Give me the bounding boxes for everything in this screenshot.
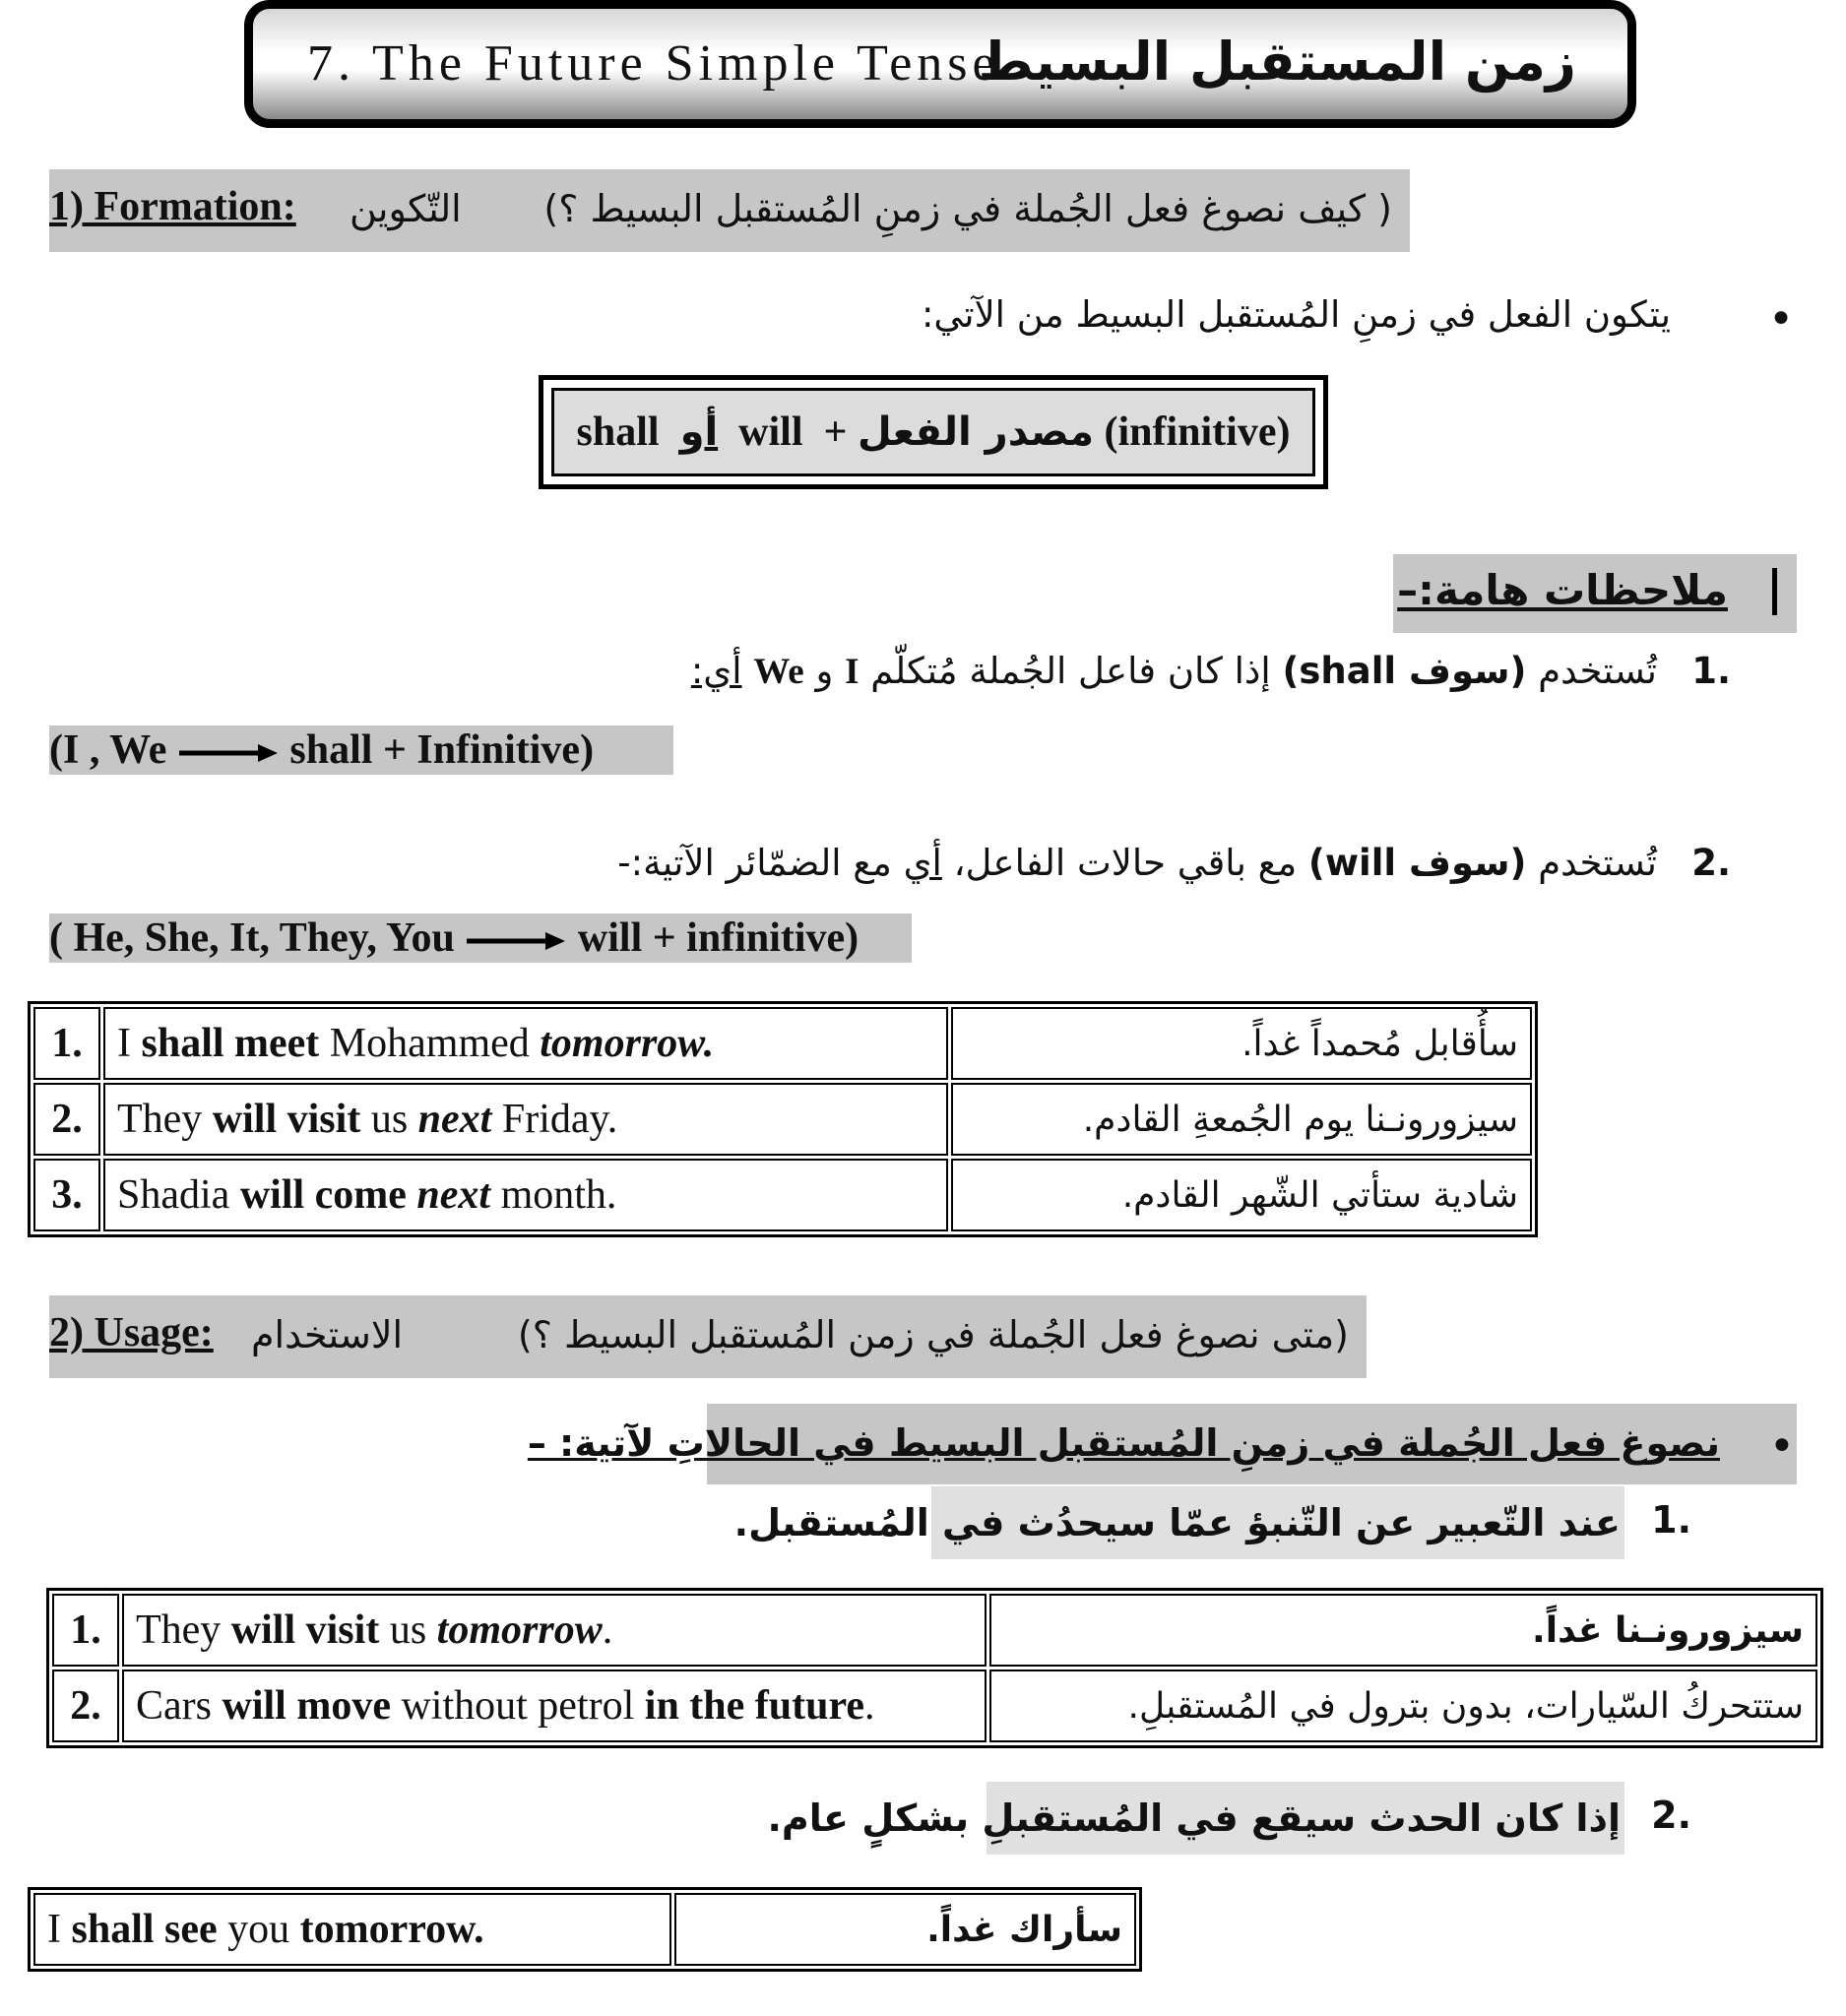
english-sentence: Shadia will come next month.: [103, 1159, 948, 1231]
usage-case-2-number: .2: [1651, 1794, 1691, 1837]
note-2-number: .2: [1691, 842, 1731, 884]
formation-header-bar: [49, 169, 1410, 252]
usage-label: 2) Usage:: [49, 1310, 214, 1355]
formation-bullet-text: يتكون الفعل في زمنِ المُستقبل البسيط من الآتي:: [921, 293, 1671, 336]
rule-2-subjects: ( He, She, It, They, You: [49, 915, 455, 961]
row-number: 1.: [33, 1007, 100, 1080]
table-row: [33, 1007, 1532, 1080]
bullet-icon: ●: [1772, 300, 1791, 333]
note-2-ay: أي: [903, 842, 942, 884]
english-sentence: Cars will move without petrol in the future.: [122, 1670, 987, 1742]
usage-case-1: عند التّعبير عن التّنبؤ عمّا سيحدُث في المُستقبل.: [931, 1486, 1624, 1559]
table-row: [52, 1670, 1817, 1742]
note-1-we: We: [753, 652, 804, 692]
usage-case-1-number: .1: [1651, 1498, 1691, 1542]
rule-1-formula: shall + Infinitive): [289, 727, 595, 773]
note-1-number: .1: [1691, 650, 1731, 692]
examples-table-1: [28, 1001, 1538, 1237]
examples-table-3: [28, 1887, 1142, 1972]
note-2-text-a: تُستخدم: [1538, 842, 1657, 884]
note-1: [691, 650, 1731, 693]
row-number: 1.: [52, 1594, 119, 1667]
formula-infinitive: (infinitive): [1104, 410, 1291, 455]
rule-1-subjects: (I , We: [49, 727, 167, 773]
notes-heading-rule: [1772, 568, 1777, 615]
formula-shall: shall: [576, 410, 660, 455]
usage-case-2: إذا كان الحدث سيقع في المُستقبلِ بشكلٍ عام.: [987, 1782, 1624, 1855]
title-arabic: زمن المستقبل البسيط: [978, 31, 1576, 93]
note-2-text-b: مع باقي حالات الفاعل،: [953, 842, 1298, 884]
rule-2-bar: [49, 914, 912, 963]
row-number: 2.: [33, 1083, 100, 1156]
note-1-shall: (سوف shall): [1282, 650, 1527, 692]
arabic-translation: شادية ستأتي الشّهر القادم.: [951, 1159, 1532, 1231]
formula-box: [539, 375, 1328, 489]
usage-header-bar: [49, 1295, 1367, 1378]
usage-bullet-text: نصوغ فعل الجُملة في زمنِ المُستقبل البسيط في الحالاتِ لآتية: –: [527, 1421, 1720, 1465]
arabic-translation: سيزورونـنا غداً.: [989, 1594, 1817, 1667]
formula-will: will: [738, 410, 803, 455]
formation-arabic-label: التّكوين: [350, 187, 462, 230]
rule-1-bar: [49, 725, 673, 775]
formation-question: ( كيف نصوغ فعل الجُملة في زمنِ المُستقبل البسيط ؟): [543, 187, 1392, 230]
note-2-text-c: مع الضمّائر الآتية:-: [617, 842, 892, 884]
table-row: [52, 1594, 1817, 1667]
arabic-translation: سأراك غداً.: [674, 1893, 1136, 1966]
notes-heading-bar: [1393, 554, 1797, 633]
row-number: 3.: [33, 1159, 100, 1231]
note-1-ay: أي:: [690, 650, 742, 692]
arabic-translation: سيزورونـنا يوم الجُمعةِ القادم.: [951, 1083, 1532, 1156]
arabic-translation: سأُقابل مُحمداً غداً.: [951, 1007, 1532, 1080]
note-2: [617, 842, 1731, 884]
notes-heading: ملاحظات هامة:–: [1397, 566, 1728, 614]
note-1-text-a: تُستخدم: [1538, 650, 1657, 692]
formula-masdar: مصدر الفعل: [857, 410, 1094, 455]
arrow-right-icon: [177, 742, 280, 764]
arrow-right-icon: [465, 930, 567, 952]
table-row: [33, 1893, 1136, 1966]
english-sentence: I shall meet Mohammed tomorrow.: [103, 1007, 948, 1080]
row-number: 2.: [52, 1670, 119, 1742]
examples-table-2: [46, 1588, 1823, 1748]
english-sentence: I shall see you tomorrow.: [33, 1893, 671, 1966]
usage-arabic-label: الاستخدام: [251, 1313, 404, 1356]
formula-plus: +: [823, 410, 848, 455]
table-row: [33, 1159, 1532, 1231]
table-row: [33, 1083, 1532, 1156]
arabic-translation: ستتحركُ السّيارات، بدون بترول في المُستقبلِ.: [989, 1670, 1817, 1742]
formula-or: أو: [679, 410, 719, 455]
title-english: 7. The Future Simple Tense: [307, 35, 1000, 92]
note-2-will: (سوف will): [1307, 842, 1527, 884]
usage-question: (متى نصوغ فعل الجُملة في زمن المُستقبل البسيط ؟): [517, 1313, 1349, 1356]
title-banner: [244, 0, 1636, 128]
formula-content: [551, 388, 1315, 476]
note-1-and: و: [815, 650, 834, 692]
note-1-i: I: [845, 652, 859, 692]
note-1-text-b: إذا كان فاعل الجُملة مُتكلّم: [870, 650, 1271, 692]
bullet-icon: ●: [1772, 1427, 1791, 1460]
formation-label: 1) Formation:: [49, 184, 296, 229]
english-sentence: They will visit us next Friday.: [103, 1083, 948, 1156]
rule-2-formula: will + infinitive): [577, 915, 859, 961]
english-sentence: They will visit us tomorrow.: [122, 1594, 987, 1667]
usage-bullet-bar: [527, 1404, 1797, 1484]
